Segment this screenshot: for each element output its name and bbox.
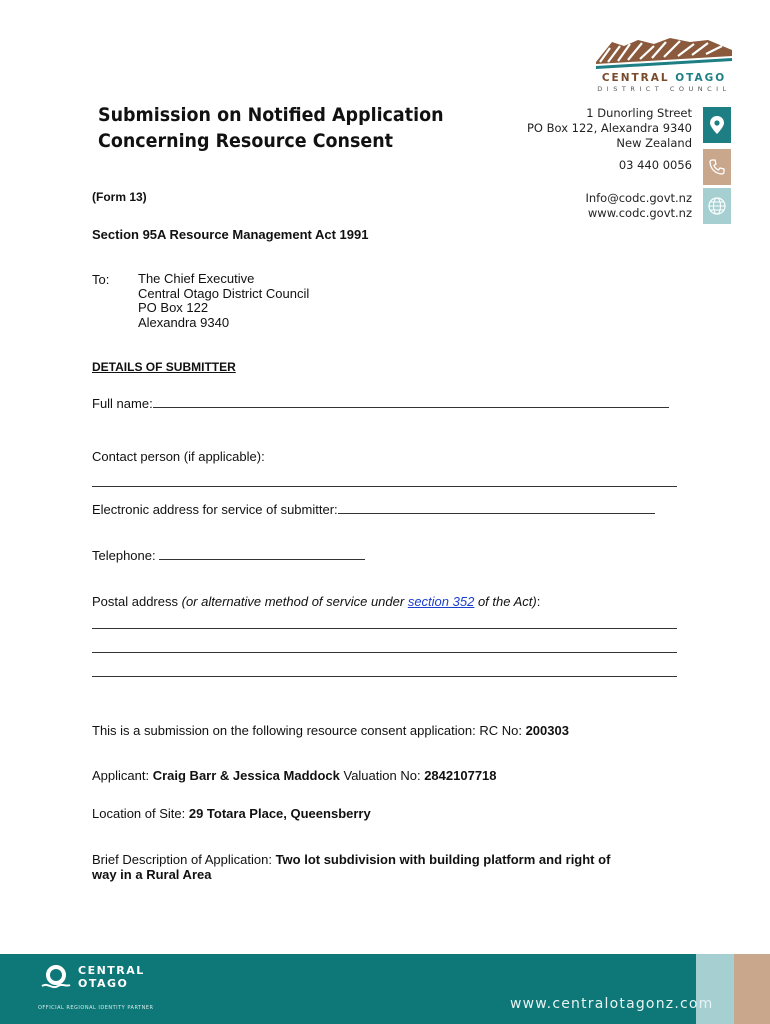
form-number: (Form 13) <box>92 190 147 204</box>
section-352-link[interactable]: section 352 <box>407 594 475 609</box>
to-label: To: <box>92 272 110 287</box>
electronic-address-input-line[interactable] <box>338 503 655 514</box>
footer-banner <box>0 954 770 1024</box>
telephone-field[interactable]: Telephone: <box>92 548 365 563</box>
full-name-field[interactable]: Full name: <box>92 396 669 411</box>
postal-address-line-3[interactable] <box>92 676 677 677</box>
council-logo <box>594 34 734 92</box>
act-reference: Section 95A Resource Management Act 1991 <box>92 227 369 242</box>
website-text: www.codc.govt.nz <box>587 206 692 220</box>
application-intro: This is a submission on the following resource consent application: RC No: 200303 <box>92 723 569 738</box>
footer-brand: CENTRAL OTAGO <box>78 964 145 990</box>
site-location: 29 Totara Place, Queensberry <box>188 806 371 821</box>
footer-accent-strip <box>696 954 734 1024</box>
partner-text: OFFICIAL REGIONAL IDENTITY PARTNER <box>38 1005 154 1011</box>
address-line: PO Box 122, Alexandra 9340 <box>526 121 692 135</box>
applicant-name: Craig Barr & Jessica Maddock <box>152 768 340 783</box>
phone-icon <box>703 149 731 185</box>
footer-accent-strip <box>734 954 770 1024</box>
details-heading: DETAILS OF SUBMITTER <box>92 360 236 374</box>
application-description: Brief Description of Application: Two lot subdivision with building platform and right of way in a Rural Area <box>92 852 611 882</box>
phone-text: 03 440 0056 <box>618 158 692 172</box>
globe-icon <box>703 188 731 224</box>
valuation-number: 2842107718 <box>424 768 497 783</box>
footer-url[interactable]: www.centralotagonz.com <box>510 996 714 1012</box>
postal-address-label: Postal address (or alternative method of service under section 352 of the Act): <box>92 594 541 609</box>
full-name-input-line[interactable] <box>153 397 669 408</box>
postal-address-line-1[interactable] <box>92 628 677 629</box>
central-otago-logo-icon <box>40 964 72 992</box>
email-text: Info@codc.govt.nz <box>585 191 692 205</box>
electronic-address-field[interactable]: Electronic address for service of submitter: <box>92 502 655 517</box>
telephone-input-line[interactable] <box>159 549 365 560</box>
recipient-block: The Chief Executive Central Otago District Council PO Box 122 Alexandra 9340 <box>138 271 310 330</box>
web-contact-block <box>585 191 692 221</box>
postal-address-line-2[interactable] <box>92 652 677 653</box>
location-pin-icon <box>703 107 731 143</box>
logo-name: CENTRAL OTAGO <box>601 72 727 84</box>
logo-subtitle: DISTRICT COUNCIL <box>597 85 731 93</box>
address-block <box>527 106 692 151</box>
contact-person-input-line[interactable] <box>92 486 677 487</box>
contact-person-label: Contact person (if applicable): <box>92 449 265 464</box>
applicant-line: Applicant: Craig Barr & Jessica Maddock Valuation No: 2842107718 <box>92 768 497 783</box>
address-line: New Zealand <box>616 136 692 150</box>
mountain-logo-icon <box>594 34 734 70</box>
address-line: 1 Dunorling Street <box>586 106 692 120</box>
site-location-line: Location of Site: 29 Totara Place, Queensberry <box>92 806 371 821</box>
rc-number: 200303 <box>525 723 569 738</box>
document-title: Submission on Notified Application Concerning Resource Consent <box>98 104 444 152</box>
